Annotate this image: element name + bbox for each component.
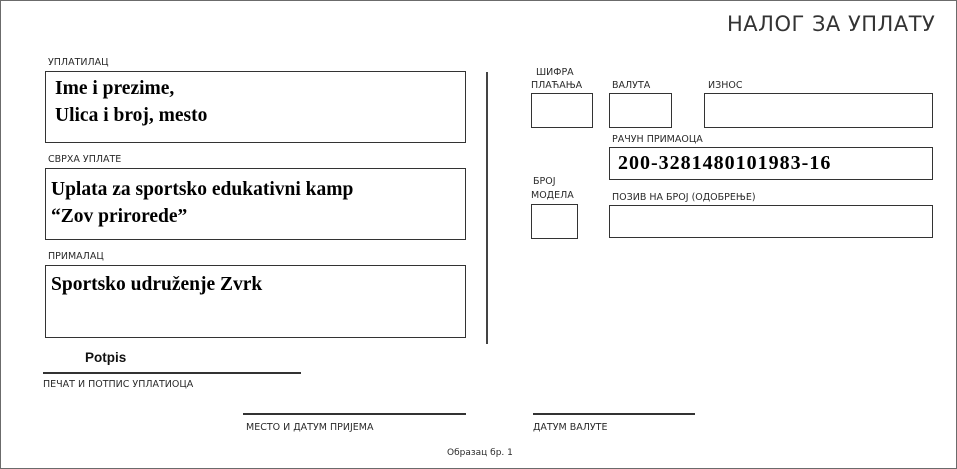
column-divider — [486, 72, 488, 344]
reference-label: ПОЗИВ НА БРОЈ (ОДОБРЕЊЕ) — [612, 192, 756, 203]
account-label: РАЧУН ПРИМАОЦА — [612, 134, 703, 145]
currency-label: ВАЛУТА — [612, 80, 651, 91]
model-label-line1: БРОЈ — [533, 176, 556, 187]
signature-line — [43, 372, 301, 374]
payer-name-text: Ime i prezime, — [55, 78, 175, 99]
recipient-name-text: Sportsko udruženje Zvrk — [51, 274, 263, 295]
value-date-label: ДАТУМ ВАЛУТЕ — [533, 422, 608, 433]
form-title: НАЛОГ ЗА УПЛАТУ — [727, 12, 936, 36]
place-date-line — [243, 413, 466, 415]
payment-code-label-line2: ПЛАЋАЊА — [531, 80, 583, 91]
purpose-label: СВРХА УПЛАТЕ — [48, 154, 122, 165]
value-date-line — [533, 413, 695, 415]
purpose-line2-text: “Zov prirorede” — [51, 206, 188, 227]
place-date-label: МЕСТО И ДАТУМ ПРИЈЕМА — [246, 422, 374, 433]
amount-field[interactable] — [704, 93, 933, 128]
recipient-label: ПРИМАЛАЦ — [48, 251, 104, 262]
signature-label: ПЕЧАТ И ПОТПИС УПЛАТИОЦА — [43, 379, 194, 390]
recipient-field[interactable] — [45, 265, 466, 338]
payer-field[interactable] — [45, 71, 466, 143]
purpose-field[interactable] — [45, 168, 466, 240]
signature-text: Potpis — [85, 350, 127, 365]
purpose-line1-text: Uplata za sportsko edukativni kamp — [51, 179, 354, 200]
reference-field[interactable] — [609, 205, 933, 238]
model-label-line2: МОДЕЛА — [531, 190, 574, 201]
payer-address-text: Ulica i broj, mesto — [55, 105, 208, 126]
payer-label: УПЛАТИЛАЦ — [48, 57, 109, 68]
account-number-text: 200-3281480101983-16 — [618, 152, 832, 174]
payment-code-field[interactable] — [531, 93, 593, 128]
payment-code-label-line1: ШИФРА — [536, 67, 574, 78]
model-field[interactable] — [531, 204, 578, 239]
form-number: Образац бр. 1 — [447, 448, 513, 458]
currency-field[interactable] — [609, 93, 672, 128]
amount-label: ИЗНОС — [708, 80, 743, 91]
